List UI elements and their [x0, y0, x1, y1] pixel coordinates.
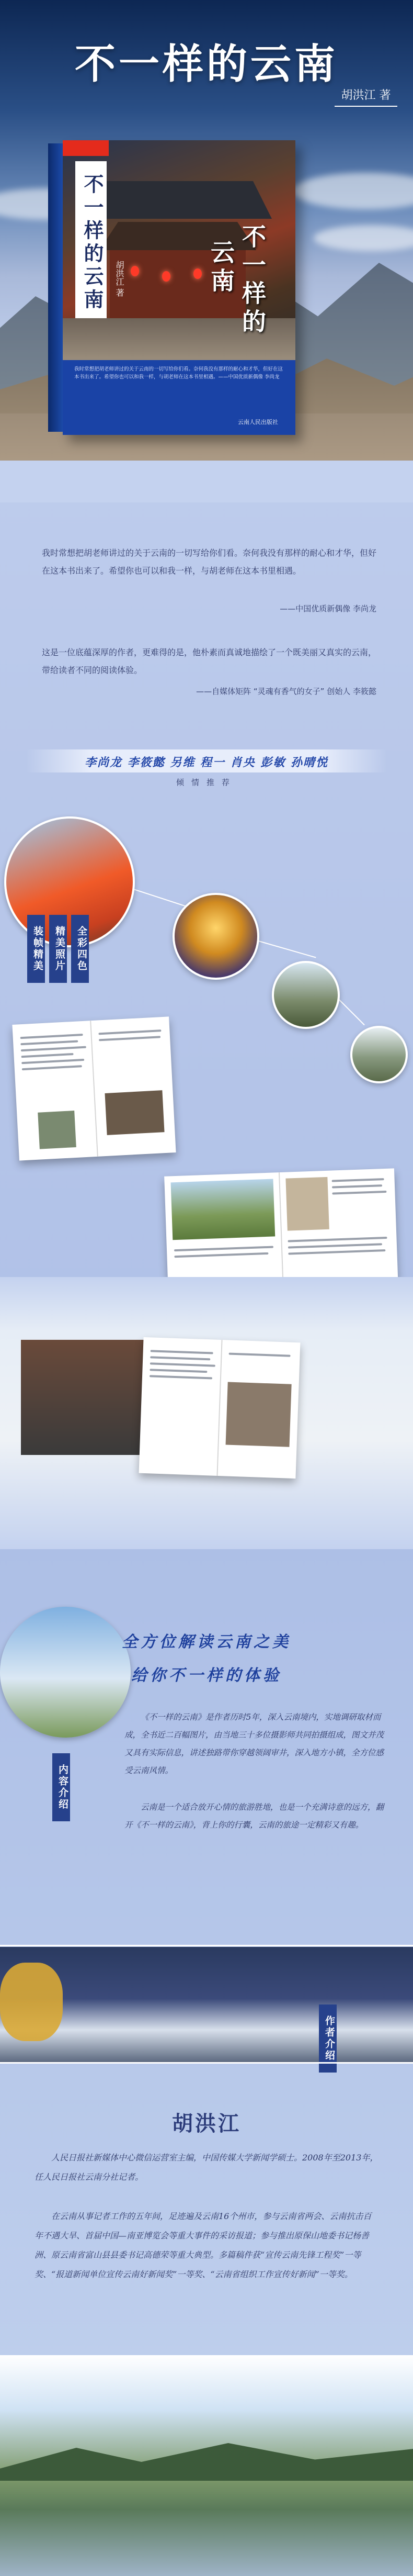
author-name: 胡洪江 — [172, 2111, 241, 2136]
photo-circle-costume — [4, 816, 135, 947]
intro-paragraph-2: 云南是一个适合放开心情的旅游胜地，也是一个充满诗意的远方，翻开《不一样的云南》，背上你的行囊，云南的旅途一定精彩又有趣。 — [124, 1802, 384, 1830]
photo-circle-landscape — [350, 1026, 408, 1083]
feature-label: 全彩四色 — [71, 915, 89, 983]
intro-label: 内容介绍 — [52, 1753, 70, 1821]
endorser-band — [26, 749, 387, 772]
endorser-names: 李尚龙 李筱懿 另维 程一 肖央 彭敏 孙晴悦 — [85, 756, 328, 769]
author-tag: 胡洪江 著 — [335, 86, 397, 107]
recommendation-quote-1: 我时常想把胡老师讲过的关于云南的一切写给你们看。奈何我没有那样的耐心和才华，但好在这本书出来了。希望你也可以和我一样，与胡老师在这本书里相遇。 — [42, 548, 377, 576]
book-cover-front — [63, 140, 295, 435]
cover-blurb: 我时常想把胡老师讲过的关于云南的一切写给你们看。奈何我没有那样的耐心和才华，但好在这本书出来了。希望你也可以和我一样，与胡老师在这本书里相遇。——中国优质新偶像 李尚龙 — [74, 366, 283, 380]
book-spine — [48, 143, 63, 432]
photo-circle-pagoda — [173, 893, 259, 980]
cover-vertical-title: 不一样的云南 — [75, 161, 107, 318]
photo-circle-crowd — [272, 961, 340, 1029]
publisher-name: 云南人民出版社 — [238, 419, 278, 425]
divider — [0, 1945, 413, 1946]
feature-label: 精美照片 — [49, 915, 67, 983]
recommendation-signature-2: ——自媒体矩阵 “灵魂有香气的女子” 创始人 李筱懿 — [196, 687, 376, 696]
author-bio-1: 人民日报社新媒体中心微信运营室主编，中国传媒大学新闻学硕士。2008年至2013年，任人民日报社云南分社记者。 — [35, 2153, 378, 2182]
cover-big-title-left: 云南 — [207, 240, 235, 296]
divider — [0, 2062, 413, 2064]
book-cover — [63, 140, 295, 435]
book-spread-1 — [12, 1016, 176, 1160]
page-title: 不一样的云南 — [74, 41, 338, 88]
author-bio-2: 在云南从事记者工作的五年间，足迹遍及云南16个州市，参与云南省两会、云南抗击百年不遇大旱、首届中国—南亚博览会等重大事件的采访报道；参与推出原保山地委书记杨善洲、原云南省富山县县委书记高德荣等重大典型。多篇稿件获“宣传云南先锋工程奖”一等奖、“报道新闻单位宣传云南好新闻奖”一等奖、“云南省组织工作宣传好新闻”一等奖。 — [35, 2211, 372, 2279]
intro-paragraph-1: 《不一样的云南》是作者历时5年，深入云南境内，实地调研取材而成，全书近二百幅图片，由当地三十多位摄影师共同拍摄组成，图文并茂又具有实际信息，讲述独路带你穿越领阔审井，深入地方小镇，全方位感受云南风情。 — [124, 1712, 384, 1775]
cover-badge — [63, 140, 109, 156]
author-label: 作者介绍 — [319, 2004, 337, 2073]
cover-big-title-right: 不一样的 — [238, 224, 267, 337]
cover-vertical-author: 胡洪江 著 — [114, 261, 124, 297]
intro-heading-1: 全方位解读云南之美 — [122, 1633, 291, 1651]
intro-heading-2: 给你不一样的体验 — [131, 1666, 282, 1685]
feature-label: 装帧精美 — [27, 915, 45, 983]
recommendation-quote-2: 这是一位底蕴深厚的作者，更难得的是，他朴素而真诚地描绘了一个既美丽又真实的云南，带给读者不同的阅读体验。 — [42, 647, 377, 675]
recommendation-signature-1: ——中国优质新偶像 李尚龙 — [280, 604, 376, 613]
lake-night-scene — [0, 1947, 413, 2062]
hero-banner — [0, 0, 413, 502]
endorser-subtitle: 倾情推荐 — [176, 778, 237, 787]
bottom-landscape — [0, 2355, 413, 2576]
book-spread-3 — [139, 1337, 301, 1479]
